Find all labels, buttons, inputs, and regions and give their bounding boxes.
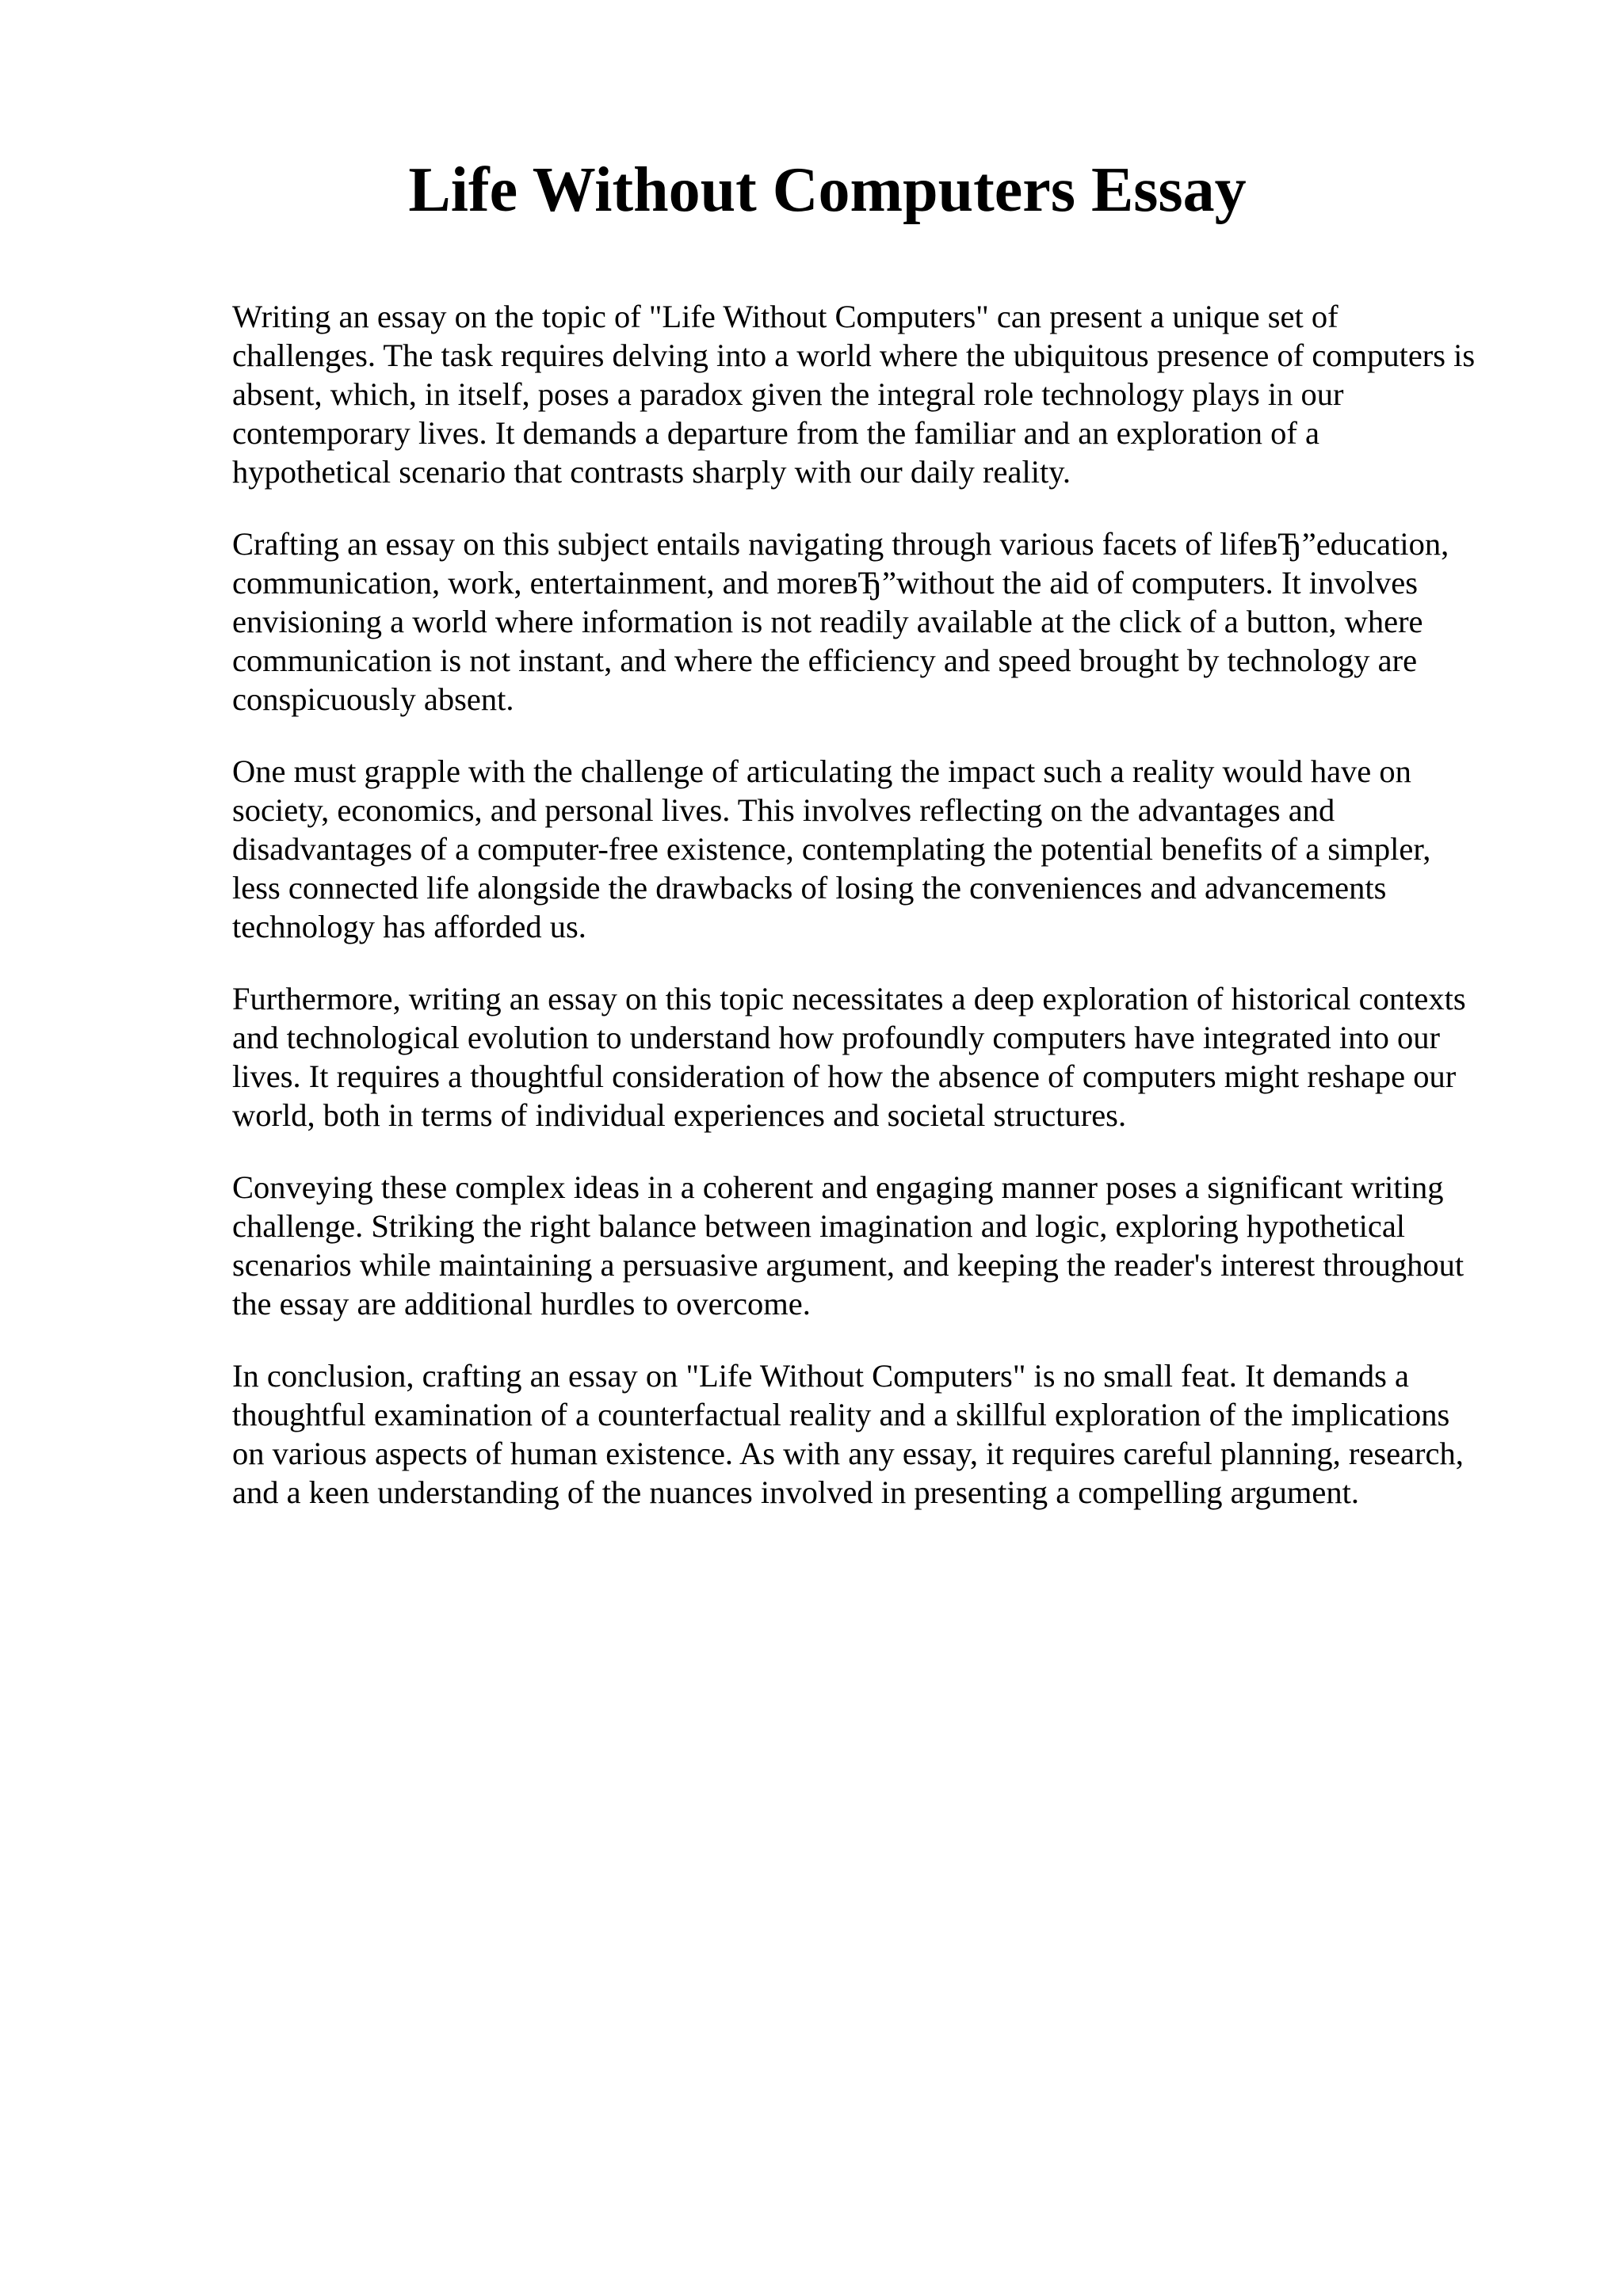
paragraph-line: Crafting an essay on this subject entails navigating through various facets of lifeвЂ”education,: [232, 526, 1449, 562]
paragraph-line: communication, work, entertainment, and moreвЂ”without the aid of computers. It involves: [232, 565, 1418, 601]
paragraph-line: conspicuously absent.: [232, 681, 514, 717]
paragraph-line: One must grapple with the challenge of articulating the impact such a reality would have on: [232, 753, 1411, 789]
paragraph-line: challenge. Striking the right balance between imagination and logic, exploring hypothetical: [232, 1208, 1406, 1244]
paragraph-line: In conclusion, crafting an essay on "Life Without Computers" is no small feat. It demands a: [232, 1358, 1409, 1394]
paragraph-line: society, economics, and personal lives. This involves reflecting on the advantages and: [232, 792, 1335, 828]
paragraph-line: Writing an essay on the topic of "Life Without Computers" can present a unique set of: [232, 299, 1338, 334]
paragraph-line: communication is not instant, and where the efficiency and speed brought by technology are: [232, 643, 1418, 678]
paragraph-line: Furthermore, writing an essay on this topic necessitates a deep exploration of historical contexts: [232, 981, 1466, 1016]
paragraph-line: and technological evolution to understand how profoundly computers have integrated into our: [232, 1020, 1440, 1055]
paragraph-line: disadvantages of a computer-free existence, contemplating the potential benefits of a simpler,: [232, 831, 1431, 867]
paragraph-6: [232, 1356, 1532, 1512]
document-title: Life Without Computers Essay: [408, 155, 1247, 225]
paragraph-line: hypothetical scenario that contrasts sharply with our daily reality.: [232, 454, 1071, 490]
paragraph-line: absent, which, in itself, poses a paradox given the integral role technology plays in our: [232, 376, 1344, 412]
paragraph-line: challenges. The task requires delving into a world where the ubiquitous presence of computers is: [232, 338, 1476, 373]
paragraph-line: thoughtful examination of a counterfactual reality and a skillful exploration of the implications: [232, 1397, 1450, 1432]
paragraph-line: lives. It requires a thoughtful consideration of how the absence of computers might reshape our: [232, 1058, 1457, 1094]
paragraph-line: world, both in terms of individual experiences and societal structures.: [232, 1097, 1127, 1133]
paragraph-line: envisioning a world where information is not readily available at the click of a button, where: [232, 604, 1423, 639]
paragraph-4: [232, 979, 1532, 1135]
paragraph-line: less connected life alongside the drawbacks of losing the conveniences and advancements: [232, 870, 1387, 906]
paragraph-5: [232, 1168, 1532, 1323]
paragraph-line: contemporary lives. It demands a departure from the familiar and an exploration of a: [232, 415, 1319, 451]
paragraph-2: [232, 524, 1532, 719]
paragraph-line: technology has afforded us.: [232, 909, 586, 944]
paragraph-line: Conveying these complex ideas in a coherent and engaging manner poses a significant writing: [232, 1169, 1444, 1205]
paragraph-line: on various aspects of human existence. As with any essay, it requires careful planning, research,: [232, 1436, 1464, 1471]
document-body: [232, 297, 1532, 1545]
paragraph-line: scenarios while maintaining a persuasive argument, and keeping the reader's interest throughout: [232, 1247, 1465, 1283]
paragraph-3: [232, 752, 1532, 946]
paragraph-line: the essay are additional hurdles to overcome.: [232, 1286, 811, 1322]
paragraph-line: and a keen understanding of the nuances involved in presenting a compelling argument.: [232, 1474, 1359, 1510]
paragraph-1: [232, 297, 1532, 491]
